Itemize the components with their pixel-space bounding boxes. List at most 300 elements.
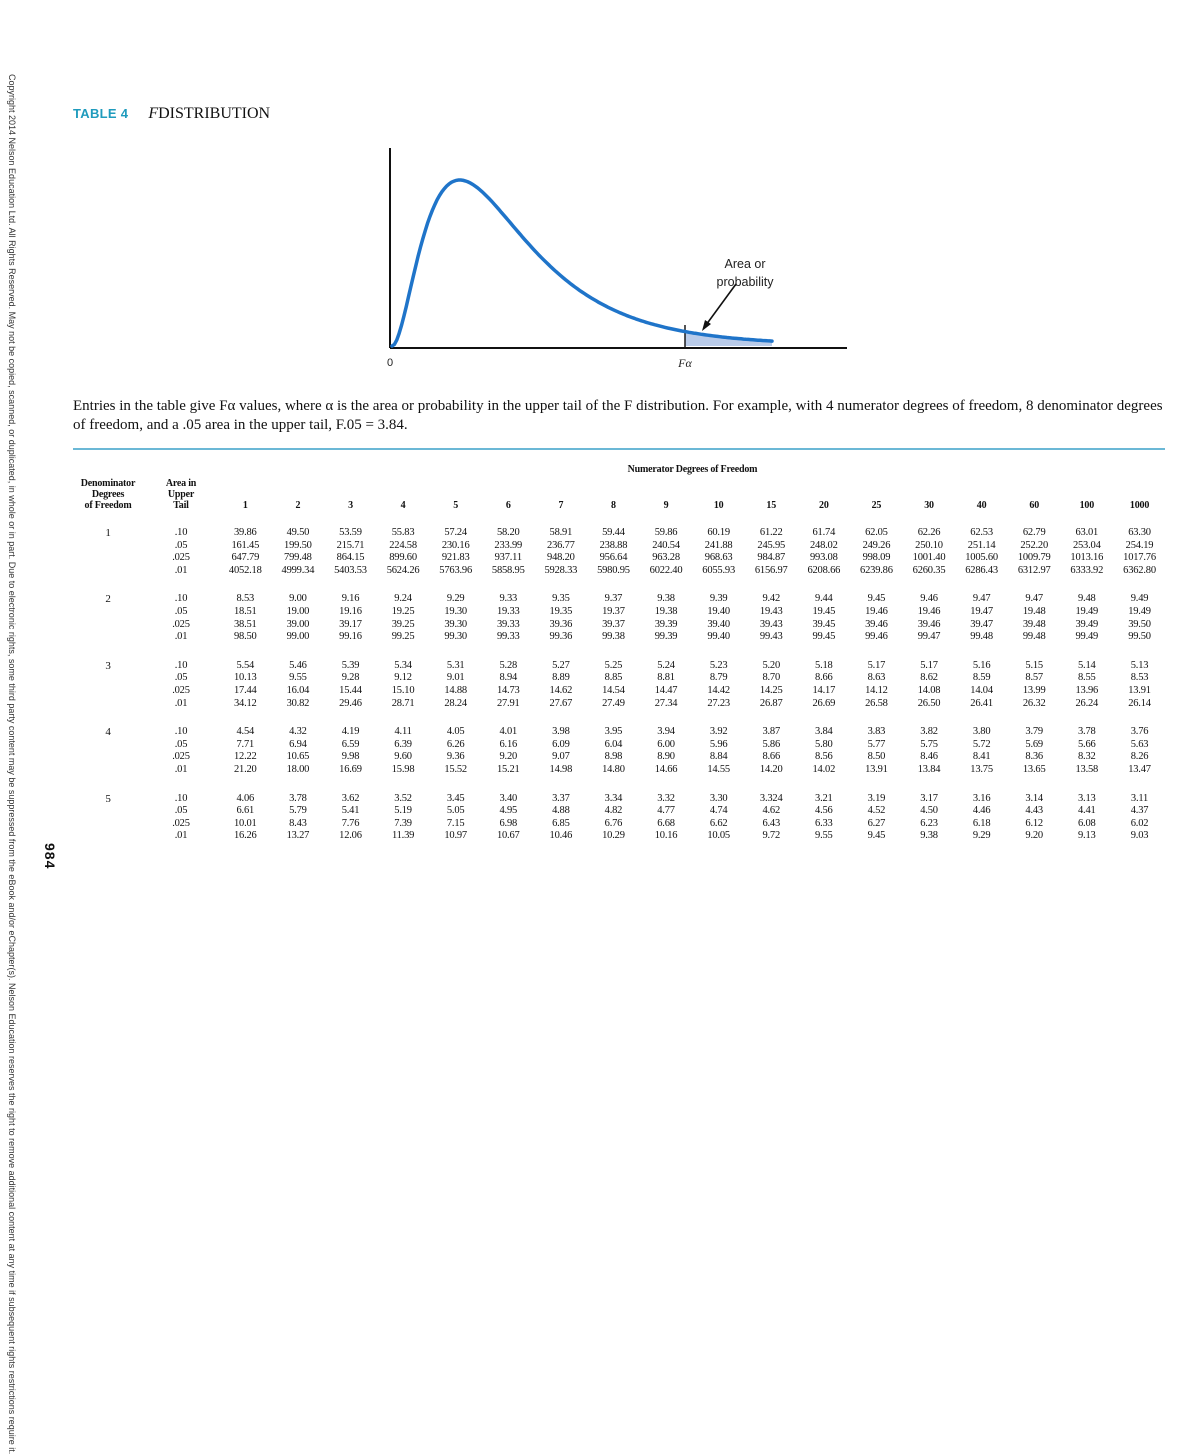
f-value-cell: 5.13 [1130,659,1149,671]
f-value-cell: 55.83 [391,527,415,538]
table-row [73,777,1166,806]
f-value-cell: 240.54 [652,539,680,551]
f-value-cell: 5.25 [604,659,623,671]
f-value-cell: 14.62 [549,684,573,696]
f-value-cell: 224.58 [389,539,417,551]
f-value-cell: 9.72 [762,830,781,842]
upper-tail-area-cell: .10 [174,593,188,605]
f-value-cell: 12.22 [233,751,257,763]
f-value-cell: 963.28 [652,552,680,564]
f-value-cell: 1017.76 [1123,552,1156,564]
f-value-cell: 3.21 [815,792,833,804]
table-description: Entries in the table give Fα values, where α is the area or probability in the upper tail of the F distribution. For example, with 4 numerator degrees of freedom, 8 denominator degrees of freedom, and a .05 area in the upper tail, F.05 = 3.84. [73,398,1163,433]
f-value-cell: 5.23 [709,659,728,671]
f-value-cell: 10.29 [602,830,625,842]
f-value-cell: 18.51 [233,605,257,617]
f-value-cell: 5980.95 [597,564,630,576]
f-value-cell: 14.42 [707,684,730,696]
upper-tail-area-cell: .05 [174,805,188,817]
f-value-cell: 8.46 [920,751,938,763]
f-value-cell: 4052.18 [228,564,262,576]
denominator-header-line: Denominator [80,478,136,489]
f-value-cell: 27.34 [654,697,678,709]
f-value-cell: 9.29 [972,830,991,842]
f-value-cell: 9.07 [552,751,570,763]
area-header-line: Upper [167,489,195,500]
upper-tail-area-cell: .05 [174,738,188,750]
f-value-cell: 99.43 [759,631,783,643]
f-value-cell: 8.79 [709,672,728,684]
copyright-notice: Copyright 2014 Nelson Education Ltd. All Rights Reserved. May not be copied, scanned, or duplicated, in whole or in part. Due to electronic rights, some third party content may be suppressed from the eBook and/or eChapter(s). Nelson Education reserves the right to remove additional content at any time if subsequent rights restrictions require it. [7,74,17,1454]
numerator-df-column: 2 [295,500,301,511]
f-value-cell: 6.94 [289,738,307,750]
f-value-cell: 39.47 [970,618,993,630]
denominator-df-cell: 2 [105,593,111,606]
f-value-cell: 9.98 [341,751,360,763]
f-value-cell: 39.49 [1075,618,1099,630]
f-value-cell: 19.46 [865,605,888,617]
upper-tail-area-cell: .025 [172,618,190,630]
f-value-cell: 9.20 [1025,830,1043,842]
f-value-cell: 63.01 [1075,527,1099,538]
f-value-cell: 3.34 [604,792,623,804]
f-value-cell: 9.45 [867,593,886,605]
upper-tail-area-cell: .10 [174,527,188,538]
f-value-cell: 99.45 [812,631,836,643]
f-value-cell: 27.67 [549,697,573,709]
table-row [73,830,1166,843]
f-value-cell: 39.30 [444,618,467,630]
f-value-cell: 39.86 [233,527,257,538]
f-value-cell: 5.24 [657,659,675,671]
f-value-cell: 19.49 [1128,605,1151,617]
f-value-cell: 27.23 [707,697,730,709]
numerator-df-column: 20 [819,500,829,511]
f-value-cell: 99.40 [707,631,730,643]
f-value-cell: 14.98 [549,763,573,775]
f-value-cell: 9.47 [1025,593,1043,605]
f-value-cell: 6260.35 [912,564,946,576]
f-value-cell: 26.50 [917,697,941,709]
upper-tail-area-cell: .025 [172,817,190,829]
f-value-cell: 19.38 [654,605,678,617]
table-title [73,105,270,123]
f-value-cell: 16.26 [233,830,257,842]
f-value-cell: 5858.95 [491,564,525,576]
f-value-cell: 26.41 [970,697,993,709]
f-value-cell: 5.17 [920,659,938,671]
upper-tail-area-cell: .01 [174,763,188,775]
f-value-cell: 8.66 [762,751,781,763]
f-alpha-label: Fα [678,356,692,370]
f-value-cell: 19.30 [444,605,467,617]
table-row [73,619,1166,632]
f-value-cell: 5763.96 [439,564,473,576]
f-value-cell: 230.16 [441,539,470,551]
f-value-cell: 9.01 [446,672,465,684]
f-value-cell: 39.45 [812,618,836,630]
table-row [73,540,1166,553]
numerator-df-column: 30 [924,500,934,511]
f-value-cell: 6.08 [1078,817,1096,829]
f-value-cell: 49.50 [286,527,310,538]
f-value-cell: 4.74 [709,805,728,817]
f-value-cell: 8.70 [762,672,781,684]
f-value-cell: 4.62 [762,805,781,817]
f-value-cell: 5.77 [867,738,886,750]
f-value-cell: 1013.16 [1070,552,1104,564]
f-value-cell: 4.01 [499,726,518,738]
f-value-cell: 233.99 [494,539,523,551]
f-value-cell: 5928.33 [544,564,578,576]
f-value-cell: 3.17 [920,792,938,804]
f-value-cell: 4.37 [1130,805,1149,817]
f-value-cell: 9.46 [920,593,938,605]
f-value-cell: 19.40 [707,605,730,617]
f-value-cell: 19.00 [286,605,310,617]
f-value-cell: 3.16 [972,792,991,804]
upper-tail-area-cell: .025 [172,684,190,696]
f-value-cell: 8.59 [972,672,991,684]
f-value-cell: 3.95 [604,726,623,738]
f-value-cell: 4.82 [604,805,623,817]
table-row [73,552,1166,565]
f-value-cell: 3.87 [762,726,781,738]
f-value-cell: 5.69 [1025,738,1043,750]
f-value-cell: 18.00 [286,763,310,775]
f-value-cell: 236.77 [547,539,575,551]
f-value-cell: 10.05 [707,830,730,842]
f-value-cell: 799.48 [284,552,312,564]
numerator-df-column: 100 [1079,500,1094,511]
f-value-cell: 8.53 [236,593,255,605]
f-value-cell: 8.98 [604,751,623,763]
f-value-cell: 984.87 [757,552,786,564]
table-row [73,565,1166,578]
f-value-cell: 58.20 [496,527,520,538]
f-value-cell: 5.34 [394,659,412,671]
table-row [73,672,1166,685]
f-value-cell: 4.88 [552,805,570,817]
numerator-df-title: Numerator Degrees of Freedom [627,464,758,475]
f-value-cell: 9.29 [446,593,465,605]
table-row [73,739,1166,752]
f-value-cell: 6.39 [394,738,412,750]
f-value-cell: 14.80 [602,763,625,775]
f-value-cell: 6312.97 [1017,564,1051,576]
f-value-cell: 215.71 [336,539,365,551]
upper-tail-area-cell: .05 [174,605,188,617]
f-value-cell: 4.77 [657,805,675,817]
f-value-cell: 99.49 [1075,631,1099,643]
table-row [73,818,1166,831]
f-value-cell: 9.44 [815,593,833,605]
upper-tail-area-cell: .05 [174,672,188,684]
f-value-cell: 39.00 [286,618,310,630]
table-row [73,577,1166,606]
f-value-cell: 14.17 [812,684,836,696]
f-value-cell: 13.27 [286,830,310,842]
numerator-df-column: 3 [348,500,353,511]
f-value-cell: 26.58 [865,697,888,709]
numerator-df-column: 15 [766,500,777,511]
f-value-cell: 10.46 [549,830,573,842]
f-value-cell: 12.06 [339,830,362,842]
f-value-cell: 3.52 [394,792,412,804]
f-value-cell: 5.15 [1025,659,1043,671]
f-value-cell: 19.37 [602,605,625,617]
f-value-cell: 5.41 [341,805,360,817]
f-value-cell: 13.65 [1022,763,1046,775]
f-value-cell: 252.20 [1020,539,1049,551]
f-value-cell: 5.16 [972,659,991,671]
f-value-cell: 6.43 [762,817,781,829]
f-value-cell: 5.79 [289,805,307,817]
f-value-cell: 3.83 [867,726,886,738]
f-value-cell: 6.18 [972,817,991,829]
f-value-cell: 6.04 [604,738,623,750]
f-value-cell: 3.80 [972,726,991,738]
f-value-cell: 63.30 [1128,527,1151,538]
f-value-cell: 6362.80 [1123,564,1156,576]
f-value-cell: 5.86 [762,738,781,750]
f-value-cell: 253.04 [1072,539,1101,551]
f-value-cell: 5.54 [236,659,255,671]
table-row [73,685,1166,698]
f-value-cell: 38.51 [233,618,257,630]
denominator-df-header [73,455,143,511]
f-value-cell: 5.31 [446,659,465,671]
f-value-cell: 9.12 [394,672,412,684]
f-value-cell: 19.45 [812,605,836,617]
f-value-cell: 14.88 [444,684,467,696]
f-value-cell: 99.00 [286,631,310,643]
f-value-cell: 15.21 [496,763,520,775]
f-value-cell: 8.26 [1130,751,1149,763]
f-value-cell: 4.46 [972,805,991,817]
f-value-cell: 14.47 [654,684,678,696]
f-value-cell: 6156.97 [754,564,788,576]
table-row [73,631,1166,644]
f-value-cell: 864.15 [336,552,365,564]
f-value-cell: 3.324 [759,792,783,804]
f-value-cell: 9.42 [762,593,781,605]
denominator-df-cell: 3 [105,659,111,672]
f-value-cell: 10.97 [444,830,467,842]
f-value-cell: 3.32 [657,792,675,804]
f-value-cell: 62.05 [865,527,888,538]
f-value-cell: 6.59 [341,738,360,750]
f-value-cell: 6.76 [604,817,623,829]
f-value-cell: 8.94 [499,672,518,684]
f-value-cell: 4.56 [815,805,833,817]
f-value-cell: 6022.40 [649,564,683,576]
f-value-cell: 19.48 [1022,605,1046,617]
f-value-cell: 10.65 [286,751,310,763]
f-distribution-table [73,455,1166,843]
f-value-cell: 99.46 [865,631,888,643]
f-value-cell: 8.32 [1078,751,1096,763]
f-value-cell: 8.66 [815,672,833,684]
f-value-cell: 26.69 [812,697,836,709]
upper-tail-area-cell: .01 [174,631,188,643]
f-value-cell: 6.02 [1130,817,1149,829]
f-value-cell: 9.55 [815,830,833,842]
upper-tail-area-cell: .10 [174,726,188,738]
table-name-symbol: F [148,105,159,122]
f-value-cell: 5.27 [552,659,570,671]
f-value-cell: 251.14 [967,539,996,551]
f-value-cell: 9.47 [972,593,991,605]
f-value-cell: 3.94 [657,726,675,738]
f-value-cell: 1009.79 [1017,552,1051,564]
f-value-cell: 30.82 [286,697,310,709]
f-value-cell: 8.90 [657,751,675,763]
upper-tail-area-cell: .01 [174,697,188,709]
f-value-cell: 8.62 [920,672,938,684]
f-value-cell: 4.50 [920,805,938,817]
f-value-cell: 14.08 [917,684,941,696]
denominator-df-cell: 4 [105,726,111,739]
f-value-cell: 3.30 [709,792,728,804]
f-value-cell: 10.01 [233,817,257,829]
denominator-header-line: Degrees [91,489,125,500]
numerator-df-column: 6 [505,500,511,511]
f-value-cell: 34.12 [233,697,257,709]
f-value-cell: 9.16 [341,593,360,605]
f-value-cell: 16.04 [286,684,310,696]
f-value-cell: 7.71 [236,738,255,750]
f-value-cell: 199.50 [284,539,312,551]
f-value-cell: 6.12 [1025,817,1043,829]
f-value-cell: 26.32 [1022,697,1046,709]
area-header-line: Tail [173,500,189,511]
f-value-cell: 13.84 [917,763,941,775]
f-value-cell: 254.19 [1125,539,1154,551]
origin-label: 0 [386,357,394,369]
numerator-df-column: 9 [663,500,669,511]
f-value-cell: 6.62 [709,817,728,829]
f-value-cell: 4.43 [1025,805,1043,817]
f-value-cell: 19.49 [1075,605,1099,617]
f-value-cell: 99.33 [496,631,520,643]
f-value-cell: 3.40 [499,792,518,804]
f-value-cell: 8.81 [657,672,675,684]
f-value-cell: 9.13 [1078,830,1096,842]
f-value-cell: 5.28 [499,659,518,671]
f-value-cell: 39.17 [339,618,362,630]
f-value-cell: 249.26 [862,539,891,551]
f-value-cell: 60.19 [707,527,730,538]
f-value-cell: 15.98 [391,763,415,775]
area-pointer-arrow [706,284,736,325]
f-value-cell: 5.75 [920,738,938,750]
numerator-df-column: 5 [453,500,459,511]
f-value-cell: 99.47 [917,631,941,643]
f-value-cell: 250.10 [915,539,943,551]
f-value-cell: 3.62 [341,792,360,804]
f-value-cell: 39.33 [496,618,520,630]
f-value-cell: 14.73 [496,684,520,696]
f-value-cell: 29.46 [339,697,362,709]
f-value-cell: 8.89 [552,672,570,684]
f-value-cell: 14.55 [707,763,730,775]
header-rule-top [73,448,1165,450]
f-distribution-diagram [380,140,860,375]
f-value-cell: 6.98 [499,817,518,829]
f-value-cell: 4.06 [236,792,255,804]
page-number: 984 [42,843,58,870]
f-value-cell: 5.05 [446,805,465,817]
f-value-cell: 7.76 [341,817,360,829]
f-value-cell: 99.16 [339,631,362,643]
area-label-line1: Area or [724,257,766,271]
f-value-cell: 99.48 [970,631,993,643]
f-value-cell: 161.45 [231,539,260,551]
f-value-cell: 248.02 [809,539,838,551]
f-value-cell: 19.43 [759,605,783,617]
f-value-cell: 6.61 [236,805,255,817]
f-value-cell: 8.57 [1025,672,1043,684]
f-value-cell: 39.40 [707,618,730,630]
f-value-cell: 956.64 [599,552,628,564]
f-value-cell: 1001.40 [912,552,946,564]
f-value-cell: 6.09 [552,738,570,750]
f-value-cell: 28.24 [444,697,467,709]
area-label-line2: probability [716,275,774,289]
f-value-cell: 61.74 [812,527,836,538]
f-value-cell: 1005.60 [965,552,998,564]
f-value-cell: 99.25 [391,631,415,643]
numerator-df-column: 40 [976,500,987,511]
f-value-cell: 8.41 [972,751,991,763]
f-value-cell: 9.36 [446,751,465,763]
f-value-cell: 5.96 [709,738,728,750]
f-value-cell: 19.33 [496,605,520,617]
f-value-cell: 61.22 [759,527,783,538]
f-value-cell: 13.47 [1128,763,1151,775]
f-value-cell: 6055.93 [702,564,735,576]
f-value-cell: 3.37 [552,792,570,804]
f-value-cell: 5.72 [972,738,991,750]
denominator-df-cell: 1 [105,527,111,539]
f-value-cell: 238.88 [599,539,628,551]
f-value-cell: 16.69 [339,763,362,775]
f-value-cell: 15.44 [339,684,362,696]
f-value-cell: 7.39 [394,817,412,829]
f-value-cell: 57.24 [444,527,467,538]
table-row [73,644,1166,673]
f-value-cell: 3.14 [1025,792,1043,804]
f-value-cell: 13.75 [970,763,993,775]
f-value-cell: 8.53 [1130,672,1149,684]
f-value-cell: 4.95 [499,805,518,817]
f-value-cell: 5.46 [289,659,307,671]
f-value-cell: 8.84 [709,751,728,763]
f-value-cell: 998.09 [862,552,891,564]
f-value-cell: 4.52 [867,805,886,817]
density-curve [392,180,772,346]
f-value-cell: 13.91 [865,763,888,775]
f-value-cell: 241.88 [704,539,733,551]
f-value-cell: 19.16 [339,605,362,617]
f-value-cell: 99.38 [602,631,625,643]
f-value-cell: 8.43 [289,817,307,829]
numerator-df-column: 7 [558,500,564,511]
f-value-cell: 6333.92 [1070,564,1104,576]
f-value-cell: 9.03 [1130,830,1149,842]
f-value-cell: 4.41 [1078,805,1096,817]
